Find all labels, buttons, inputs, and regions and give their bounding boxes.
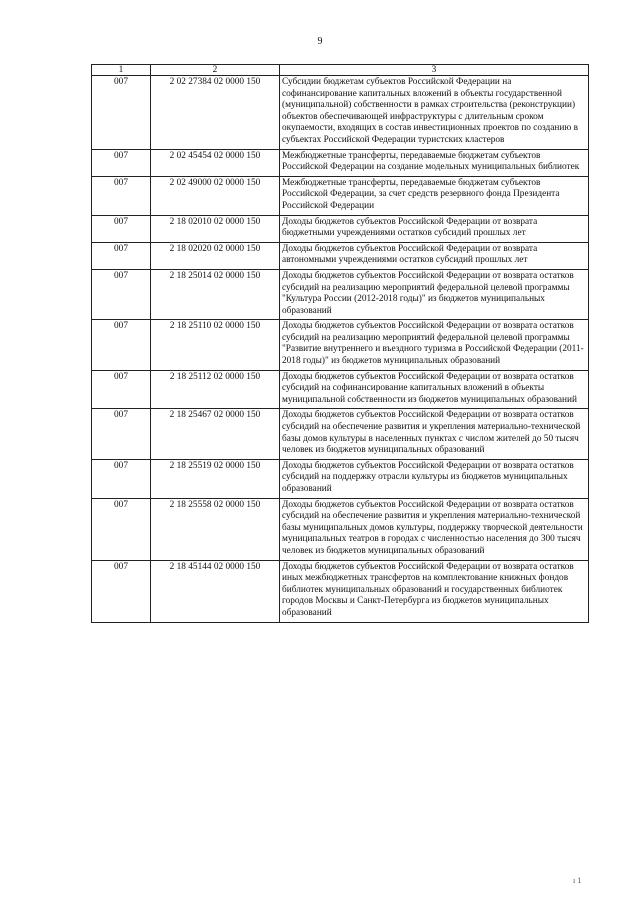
- table-row: [92, 215, 589, 242]
- column-header-3: 3: [280, 65, 589, 76]
- table-row: [92, 409, 589, 459]
- description-cell: Доходы бюджетов субъектов Российской Федерации от возврата остатков субсидий на обеспечение развития и укрепления материально-технической базы муниципальных домов культуры, поддержку творческой деятельности муниципальных театров в городах с численностью населения до 300 тысяч человек из бюджетов муниципальных образований: [280, 498, 589, 560]
- admin-code-cell: 007: [92, 459, 151, 498]
- description-cell: Доходы бюджетов субъектов Российской Федерации от возврата остатков субсидий на софинансирование капитальных вложений в объекты муниципальной собственности из бюджетов муниципальных образований: [280, 370, 589, 409]
- revenue-code-cell: 2 18 25112 02 0000 150: [151, 370, 280, 409]
- table-row: [92, 242, 589, 269]
- description-cell: Субсидии бюджетам субъектов Российской Федерации на софинансирование капитальных вложений в объекты государственной (муниципальной) собственности в рамках строительства (реконструкции) объектов обеспечивающей инфраструктуры с длительным сроком окупаемости, входящих в состав инвестиционных проектов по созданию в субъектах Российской Федерации туристских кластеров: [280, 76, 589, 150]
- revenue-code-cell: 2 18 25519 02 0000 150: [151, 459, 280, 498]
- column-header-1: 1: [92, 65, 151, 76]
- admin-code-cell: 007: [92, 269, 151, 319]
- admin-code-cell: 007: [92, 370, 151, 409]
- description-cell: Доходы бюджетов субъектов Российской Федерации от возврата остатков субсидий на реализацию мероприятий федеральной целевой программы "Развитие внутреннего и въездного туризма в Российской Федерации (2011-2018 годы)" из бюджетов муниципальных образований: [280, 320, 589, 370]
- revenue-code-cell: 2 02 49000 02 0000 150: [151, 176, 280, 215]
- revenue-code-cell: 2 18 02010 02 0000 150: [151, 215, 280, 242]
- admin-code-cell: 007: [92, 76, 151, 150]
- table-row: [92, 560, 589, 622]
- revenue-codes-table: [91, 64, 589, 623]
- description-cell: Доходы бюджетов субъектов Российской Федерации от возврата автономными учреждениями остатков субсидий прошлых лет: [280, 242, 589, 269]
- table-header-row: [92, 65, 589, 76]
- description-cell: Межбюджетные трансферты, передаваемые бюджетам субъектов Российской Федерации, за счет средств резервного фонда Президента Российской Федерации: [280, 176, 589, 215]
- revenue-code-cell: 2 18 02020 02 0000 150: [151, 242, 280, 269]
- table-row: [92, 149, 589, 176]
- admin-code-cell: 007: [92, 215, 151, 242]
- column-header-2: 2: [151, 65, 280, 76]
- admin-code-cell: 007: [92, 560, 151, 622]
- revenue-code-cell: 2 18 25014 02 0000 150: [151, 269, 280, 319]
- revenue-code-cell: 2 18 25558 02 0000 150: [151, 498, 280, 560]
- description-cell: Доходы бюджетов субъектов Российской Федерации от возврата бюджетными учреждениями остатков субсидий прошлых лет: [280, 215, 589, 242]
- admin-code-cell: 007: [92, 409, 151, 459]
- table-row: [92, 320, 589, 370]
- description-cell: Доходы бюджетов субъектов Российской Федерации от возврата остатков субсидий на поддержку отрасли культуры из бюджетов муниципальных образований: [280, 459, 589, 498]
- revenue-code-cell: 2 18 25467 02 0000 150: [151, 409, 280, 459]
- revenue-code-cell: 2 18 45144 02 0000 150: [151, 560, 280, 622]
- description-cell: Доходы бюджетов субъектов Российской Федерации от возврата остатков иных межбюджетных трансфертов на комплектование книжных фондов библиотек муниципальных образований и государственных библиотек городов Москвы и Санкт-Петербурга из бюджетов муниципальных образований: [280, 560, 589, 622]
- table-row: [92, 498, 589, 560]
- footer-mark: ı 1: [573, 876, 582, 885]
- table-row: [92, 76, 589, 150]
- revenue-code-cell: 2 02 45454 02 0000 150: [151, 149, 280, 176]
- table-row: [92, 269, 589, 319]
- admin-code-cell: 007: [92, 320, 151, 370]
- admin-code-cell: 007: [92, 242, 151, 269]
- description-cell: Межбюджетные трансферты, передаваемые бюджетам субъектов Российской Федерации на создание модельных муниципальных библиотек: [280, 149, 589, 176]
- table-row: [92, 459, 589, 498]
- page-number: 9: [317, 36, 323, 47]
- admin-code-cell: 007: [92, 498, 151, 560]
- revenue-code-cell: 2 02 27384 02 0000 150: [151, 76, 280, 150]
- description-cell: Доходы бюджетов субъектов Российской Федерации от возврата остатков субсидий на обеспечение развития и укрепления материально-технической базы домов культуры в населенных пунктах с числом жителей до 50 тысяч человек из бюджетов муниципальных образований: [280, 409, 589, 459]
- description-cell: Доходы бюджетов субъектов Российской Федерации от возврата остатков субсидий на реализацию мероприятий федеральной целевой программы "Культура России (2012-2018 годы)" из бюджетов муниципальных образований: [280, 269, 589, 319]
- admin-code-cell: 007: [92, 176, 151, 215]
- admin-code-cell: 007: [92, 149, 151, 176]
- table-row: [92, 176, 589, 215]
- table-row: [92, 370, 589, 409]
- revenue-code-cell: 2 18 25110 02 0000 150: [151, 320, 280, 370]
- table-header: [92, 65, 589, 76]
- table-body: [92, 76, 589, 623]
